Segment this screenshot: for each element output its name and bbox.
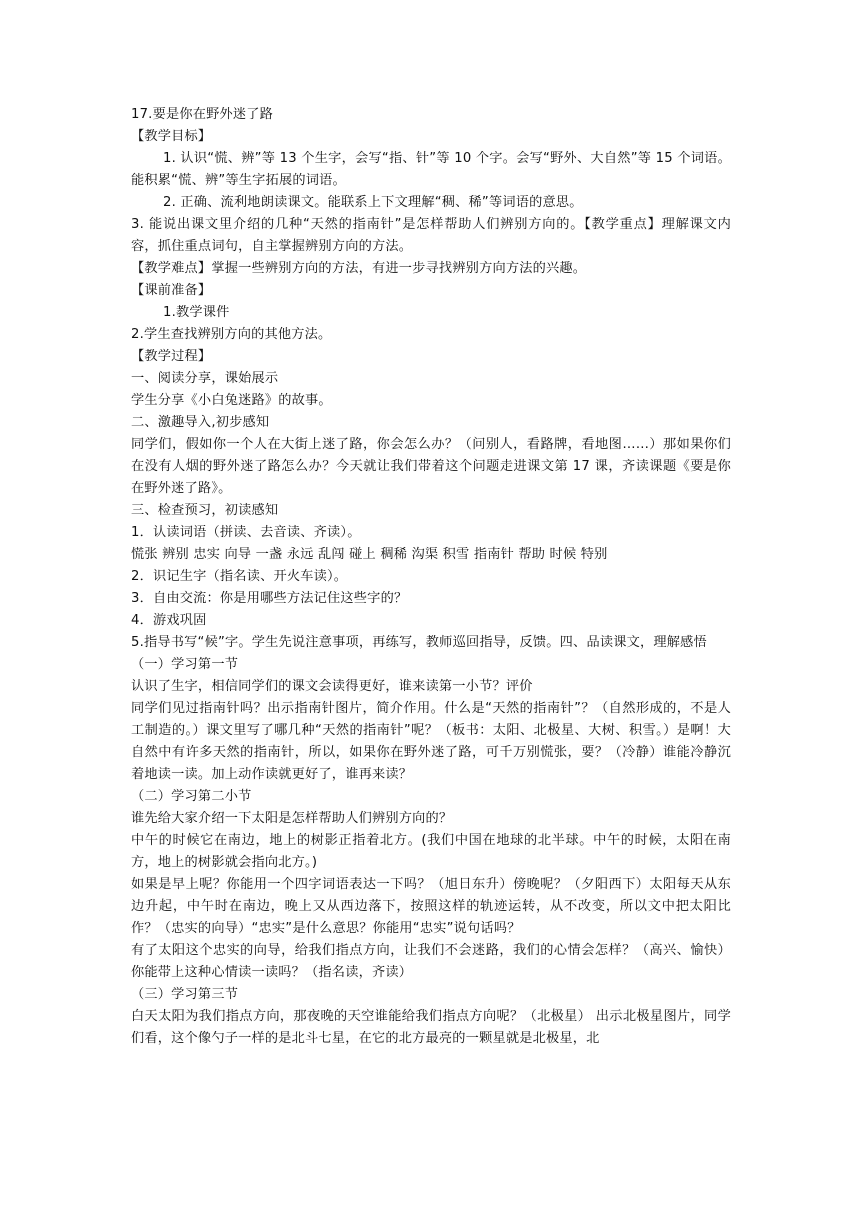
paragraph: 5.指导书写“候”字。学生先说注意事项，再练写，教师巡回指导，反馈。四、品读课文，理解感悟 [131,635,707,650]
paragraph: 如果是早上呢？你能用一个四字词语表达一下吗？（旭日东升）傍晚呢？（夕阳西下）太阳每天从东边升起，中午时在南边，晚上又从西边落下，按照这样的轨迹运转，从不改变，所以文中把太阳比作？（忠实的向导）“忠实”是什么意思？你能用“忠实”说句话吗？ [131,877,731,936]
paragraph: 中午的时候它在南边，地上的树影正指着北方。(我们中国在地球的北半球。中午的时候，太阳在南方，地上的树影就会指向北方。) [131,833,731,870]
paragraph: 4．游戏巩固 [131,613,207,628]
paragraph: 同学们见过指南针吗？出示指南针图片，简介作用。什么是“天然的指南针”？（自然形成的，不是人工制造的。）课文里写了哪几种“天然的指南针”呢？（板书：太阳、北极星、大树、积雪。）是啊！大自然中有许多天然的指南针，所以，如果你在野外迷了路，可千万别慌张，要？（冷静）谁能冷静沉着地读一读。加上动作读就更好了，谁再来读？ [131,701,731,782]
paragraph: 二、激趣导入,初步感知 [131,415,270,430]
paragraph: 【教学过程】 [131,349,212,364]
paragraph: 2.学生查找辨别方向的其他方法。 [131,327,332,342]
paragraph: 同学们，假如你一个人在大街上迷了路，你会怎么办？（问别人，看路牌，看地图……）那如果你们在没有人烟的野外迷了路怎么办？今天就让我们带着这个问题走进课文第 17 课，齐读课题《要是你在野外迷了路》。 [131,437,731,496]
paragraph: 17.要是你在野外迷了路 [131,107,274,122]
paragraph: 谁先给大家介绍一下太阳是怎样帮助人们辨别方向的？ [131,811,453,826]
paragraph: 三、检查预习，初读感知 [131,503,279,518]
paragraph: 3. 能说出课文里介绍的几种“天然的指南针”是怎样帮助人们辨别方向的。【教学重点】理解课文内容，抓住重点词句，自主掌握辨别方向的方法。 [131,217,731,254]
paragraph: 学生分享《小白兔迷路》的故事。 [131,393,332,408]
paragraph: （一）学习第一节 [131,657,239,672]
paragraph: 3．自由交流：你是用哪些方法记住这些字的？ [131,591,408,606]
paragraph: 1.教学课件 [163,305,230,320]
paragraph: 一、阅读分享，课始展示 [131,371,279,386]
paragraph: （三）学习第三节 [131,987,239,1002]
paragraph: 1. 认识“慌、辨”等 13 个生字，会写“指、针”等 10 个字。会写“野外、大自然”等 15 个词语。能积累“慌、辨”等生字拓展的词语。 [131,151,731,188]
paragraph: 有了太阳这个忠实的向导，给我们指点方向，让我们不会迷路，我们的心情会怎样？（高兴、愉快）你能带上这种心情读一读吗？（指名读，齐读） [131,943,731,980]
paragraph: 慌张 辨别 忠实 向导 一盏 永远 乱闯 碰上 稠稀 沟渠 积雪 指南针 帮助 时候 特别 [131,547,608,562]
paragraph: 1．认读词语（拼读、去音读、齐读）。 [131,525,361,540]
document-body [131,104,731,1050]
paragraph: （二）学习第二小节 [131,789,252,804]
paragraph: 【课前准备】 [131,283,212,298]
paragraph: 2．识记生字（指名读、开火车读）。 [131,569,348,584]
paragraph: 【教学难点】掌握一些辨别方向的方法，有进一步寻找辨别方向方法的兴趣。 [131,261,587,276]
paragraph: 白天太阳为我们指点方向，那夜晚的天空谁能给我们指点方向呢？（北极星） 出示北极星图片，同学们看，这个像勺子一样的是北斗七星，在它的北方最亮的一颗星就是北极星，北 [131,1009,731,1046]
paragraph: 认识了生字，相信同学们的课文会读得更好，谁来读第一小节？评价 [131,679,533,694]
paragraph: 【教学目标】 [131,129,212,144]
paragraph: 2. 正确、流利地朗读课文。能联系上下文理解“稠、稀”等词语的意思。 [163,195,583,210]
